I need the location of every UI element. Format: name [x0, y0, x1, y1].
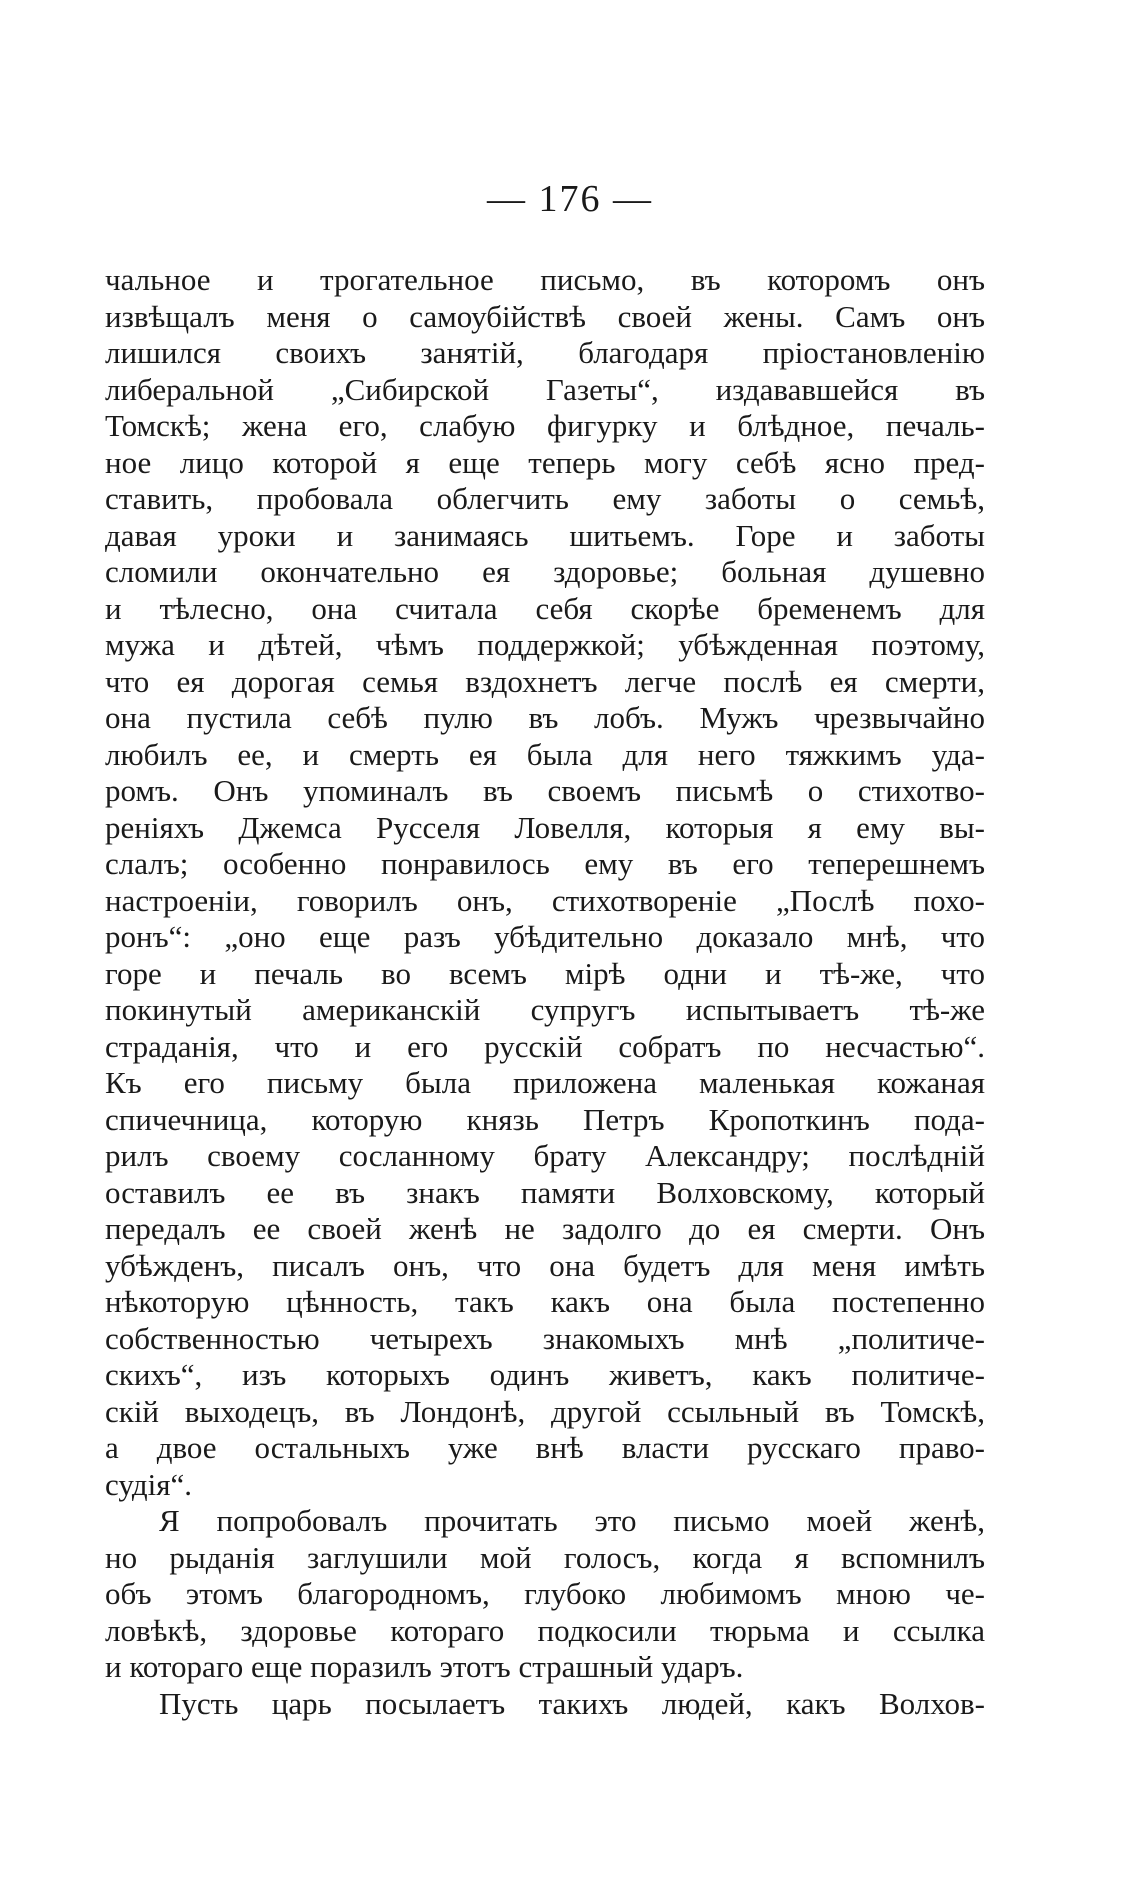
text-line: либеральной „Сибирской Газеты“, издававшейся въ — [105, 371, 985, 407]
text-line: оставилъ ее въ знакъ памяти Волховскому, который — [105, 1174, 985, 1210]
page-number: — 176 — — [487, 178, 653, 220]
text-line: чальное и трогательное письмо, въ которомъ онъ — [105, 262, 985, 297]
text-line: лишился своихъ занятій, благодаря пріостановленію — [105, 335, 985, 370]
text-line: объ этомъ благородномъ, глубоко любимомъ мною че- — [105, 1576, 985, 1611]
text-line: рилъ своему сосланному брату Александру; послѣдній — [105, 1138, 985, 1173]
text-line: а двое остальныхъ уже внѣ власти русскаго право- — [105, 1430, 985, 1465]
text-line: покинутый американскій супругъ испытываетъ тѣ-же — [105, 992, 985, 1027]
text-line: ставить, пробовала облегчить ему заботы о семьѣ, — [105, 481, 985, 516]
text-line: и тѣлесно, она считала себя скорѣе бременемъ для — [105, 590, 985, 626]
text-line: скій выходецъ, въ Лондонѣ, другой ссыльный въ Томскѣ, — [105, 1393, 985, 1429]
text-line: она пустила себѣ пулю въ лобъ. Мужъ чрезвычайно — [105, 700, 985, 735]
text-line: любилъ ее, и смерть ея была для него тяжкимъ уда- — [105, 736, 985, 772]
text-line: спичечница, которую князь Петръ Кропоткинъ пода- — [105, 1101, 985, 1137]
body-text — [105, 262, 985, 1722]
text-line: извѣщалъ меня о самоубійствѣ своей жены. Самъ онъ — [105, 298, 985, 334]
text-line: реніяхъ Джемса Русселя Ловелля, которыя я ему вы- — [105, 809, 985, 845]
text-line: передалъ ее своей женѣ не задолго до ея смерти. Онъ — [105, 1211, 985, 1246]
text-line: Къ его письму была приложена маленькая кожаная — [105, 1065, 985, 1100]
text-line: горе и печаль во всемъ мірѣ одни и тѣ-же, что — [105, 955, 985, 991]
text-line: судія“. — [105, 1466, 193, 1502]
text-line: ное лицо которой я еще теперь могу себѣ ясно пред- — [105, 444, 985, 480]
text-line: Я попробовалъ прочитать это письмо моей женѣ, — [159, 1503, 985, 1538]
text-line: мужа и дѣтей, чѣмъ поддержкой; убѣжденная поэтому, — [105, 627, 985, 662]
text-line: Пусть царь посылаетъ такихъ людей, какъ Волхов- — [159, 1685, 985, 1721]
text-line: сломили окончательно ея здоровье; больная душевно — [105, 554, 985, 589]
text-line: настроеніи, говорилъ онъ, стихотвореніе „Послѣ похо- — [105, 882, 985, 918]
text-line: и котораго еще поразилъ этотъ страшный ударъ. — [105, 1649, 744, 1684]
text-line: слалъ; особенно понравилось ему въ его теперешнемъ — [105, 846, 985, 881]
text-line: страданія, что и его русскій собратъ по несчастью“. — [105, 1028, 985, 1064]
text-line: но рыданія заглушили мой голосъ, когда я вспомнилъ — [105, 1539, 985, 1575]
text-line: ловѣкѣ, здоровье котораго подкосили тюрьма и ссылка — [105, 1612, 985, 1648]
text-line: ромъ. Онъ упоминалъ въ своемъ письмѣ о стихотво- — [105, 773, 985, 808]
text-line: собственностью четырехъ знакомыхъ мнѣ „политиче- — [105, 1320, 985, 1356]
text-line: что ея дорогая семья вздохнетъ легче послѣ ея смерти, — [105, 663, 985, 699]
text-line: убѣжденъ, писалъ онъ, что она будетъ для меня имѣть — [105, 1247, 985, 1283]
text-line: нѣкоторую цѣнность, такъ какъ она была постепенно — [105, 1284, 985, 1319]
text-line: скихъ“, изъ которыхъ одинъ живетъ, какъ политиче- — [105, 1357, 985, 1392]
text-line: Томскѣ; жена его, слабую фигурку и блѣдное, печаль- — [105, 408, 985, 443]
text-line: ронъ“: „оно еще разъ убѣдительно доказало мнѣ, что — [105, 919, 985, 954]
text-line: давая уроки и занимаясь шитьемъ. Горе и заботы — [105, 517, 985, 553]
